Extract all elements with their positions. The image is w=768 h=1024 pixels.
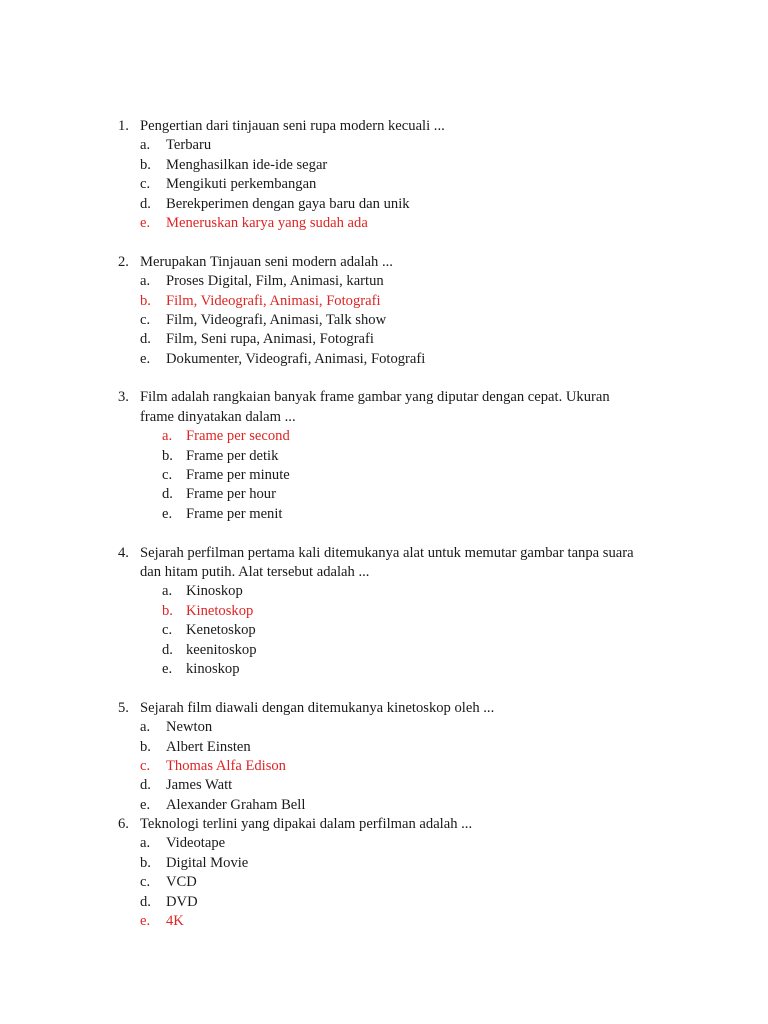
answer-option: [118, 175, 678, 194]
option-text: Kenetoskop: [186, 622, 256, 639]
option-text: Dokumenter, Videografi, Animasi, Fotografi: [166, 350, 426, 367]
option-letter: d.: [140, 195, 151, 212]
option-letter: c.: [140, 757, 151, 774]
option-text: Frame per hour: [186, 486, 276, 503]
option-text: Film, Videografi, Animasi, Talk show: [166, 311, 387, 328]
option-text: Kinoskop: [186, 583, 243, 600]
answer-option: [118, 447, 678, 466]
answer-option: [118, 621, 678, 640]
answer-option: [118, 582, 678, 601]
question-4: [118, 544, 678, 680]
question-line: [118, 699, 678, 718]
option-text: Berekperimen dengan gaya baru dan unik: [166, 195, 410, 212]
option-text: Alexander Graham Bell: [166, 796, 306, 813]
option-letter: a.: [162, 428, 173, 445]
question-number: 4.: [118, 544, 129, 561]
question-text: Teknologi terlini yang dipakai dalam perfilman adalah ...: [140, 816, 473, 833]
question-5: [118, 699, 678, 815]
option-letter: c.: [162, 467, 173, 484]
option-letter: b.: [162, 447, 173, 464]
option-text: Terbaru: [166, 137, 212, 154]
question-line: [118, 815, 678, 834]
answer-option: [118, 156, 678, 175]
question-line: [118, 388, 678, 407]
option-text: Frame per detik: [186, 447, 279, 464]
answer-option: [118, 893, 678, 912]
option-letter: e.: [162, 660, 173, 677]
option-letter: e.: [140, 796, 151, 813]
option-text: Frame per second: [186, 428, 290, 445]
option-text: keenitoskop: [186, 641, 257, 658]
question-line: [118, 408, 678, 427]
option-text: kinoskop: [186, 660, 240, 677]
option-letter: d.: [140, 331, 151, 348]
question-3: [118, 388, 678, 524]
option-text: Mengikuti perkembangan: [166, 176, 317, 193]
answer-option: [118, 718, 678, 737]
answer-option: [118, 854, 678, 873]
option-letter: a.: [140, 719, 151, 736]
quiz-document: [118, 117, 678, 951]
option-letter: e.: [162, 505, 173, 522]
option-text: Frame per menit: [186, 505, 283, 522]
question-6: [118, 815, 678, 931]
answer-option: [118, 776, 678, 795]
answer-option: [118, 505, 678, 524]
question-2: [118, 253, 678, 369]
option-text: James Watt: [166, 777, 233, 794]
answer-option-correct: [118, 292, 678, 311]
question-number: 5.: [118, 699, 129, 716]
option-letter: d.: [162, 486, 173, 503]
option-letter: d.: [140, 777, 151, 794]
answer-option: [118, 796, 678, 815]
option-text: Digital Movie: [166, 854, 249, 871]
option-text: Videotape: [166, 835, 226, 852]
question-number: 3.: [118, 389, 129, 406]
option-letter: d.: [140, 893, 151, 910]
answer-option-correct: [118, 602, 678, 621]
answer-option-correct: [118, 757, 678, 776]
question-text: Merupakan Tinjauan seni modern adalah ...: [140, 253, 393, 270]
answer-option: [118, 311, 678, 330]
option-text: Kinetoskop: [186, 602, 254, 619]
answer-option-correct: [118, 214, 678, 233]
option-letter: d.: [162, 641, 173, 658]
option-text: Proses Digital, Film, Animasi, kartun: [166, 273, 384, 290]
answer-option: [118, 641, 678, 660]
option-text: Newton: [166, 719, 213, 736]
question-number: 6.: [118, 816, 129, 833]
question-text: Pengertian dari tinjauan seni rupa modern kecuali ...: [140, 118, 445, 134]
option-letter: c.: [140, 311, 151, 328]
question-line: [118, 253, 678, 272]
question-line: [118, 117, 678, 136]
answer-option: [118, 738, 678, 757]
question-line: [118, 544, 678, 563]
option-letter: a.: [140, 137, 151, 154]
answer-option: [118, 466, 678, 485]
option-letter: c.: [140, 874, 151, 891]
option-text: DVD: [166, 893, 198, 910]
option-text: Frame per minute: [186, 467, 290, 484]
question-text: dan hitam putih. Alat tersebut adalah ...: [140, 563, 370, 580]
answer-option: [118, 873, 678, 892]
option-letter: a.: [140, 835, 151, 852]
question-text: frame dinyatakan dalam ...: [140, 408, 296, 425]
option-text: VCD: [166, 874, 197, 891]
option-letter: e.: [140, 214, 151, 231]
question-text: Film adalah rangkaian banyak frame gambar yang diputar dengan cepat. Ukuran: [140, 389, 610, 406]
option-letter: b.: [140, 156, 151, 173]
option-text: Film, Seni rupa, Animasi, Fotografi: [166, 331, 374, 348]
question-line: [118, 563, 678, 582]
option-text: Thomas Alfa Edison: [166, 757, 286, 774]
option-letter: c.: [162, 622, 173, 639]
option-letter: c.: [140, 176, 151, 193]
option-letter: b.: [140, 738, 151, 755]
option-letter: b.: [140, 854, 151, 871]
question-1: [118, 117, 678, 233]
option-text: Menghasilkan ide-ide segar: [166, 156, 328, 173]
question-text: Sejarah film diawali dengan ditemukanya kinetoskop oleh ...: [140, 699, 495, 716]
option-text: 4K: [166, 913, 184, 930]
answer-option: [118, 272, 678, 291]
option-letter: e.: [140, 913, 151, 930]
answer-option: [118, 660, 678, 679]
question-number: 1.: [118, 118, 129, 134]
option-text: Meneruskan karya yang sudah ada: [166, 214, 368, 231]
question-number: 2.: [118, 253, 129, 270]
answer-option: [118, 834, 678, 853]
answer-option: [118, 195, 678, 214]
answer-option: [118, 485, 678, 504]
answer-option: [118, 136, 678, 155]
option-text: Film, Videografi, Animasi, Fotografi: [166, 292, 381, 309]
option-letter: a.: [140, 273, 151, 290]
answer-option: [118, 350, 678, 369]
answer-option: [118, 330, 678, 349]
option-letter: e.: [140, 350, 151, 367]
option-letter: b.: [140, 292, 151, 309]
answer-option-correct: [118, 427, 678, 446]
option-letter: a.: [162, 583, 173, 600]
question-text: Sejarah perfilman pertama kali ditemukanya alat untuk memutar gambar tanpa suara: [140, 544, 634, 561]
option-letter: b.: [162, 602, 173, 619]
option-text: Albert Einsten: [166, 738, 251, 755]
answer-option-correct: [118, 912, 678, 931]
